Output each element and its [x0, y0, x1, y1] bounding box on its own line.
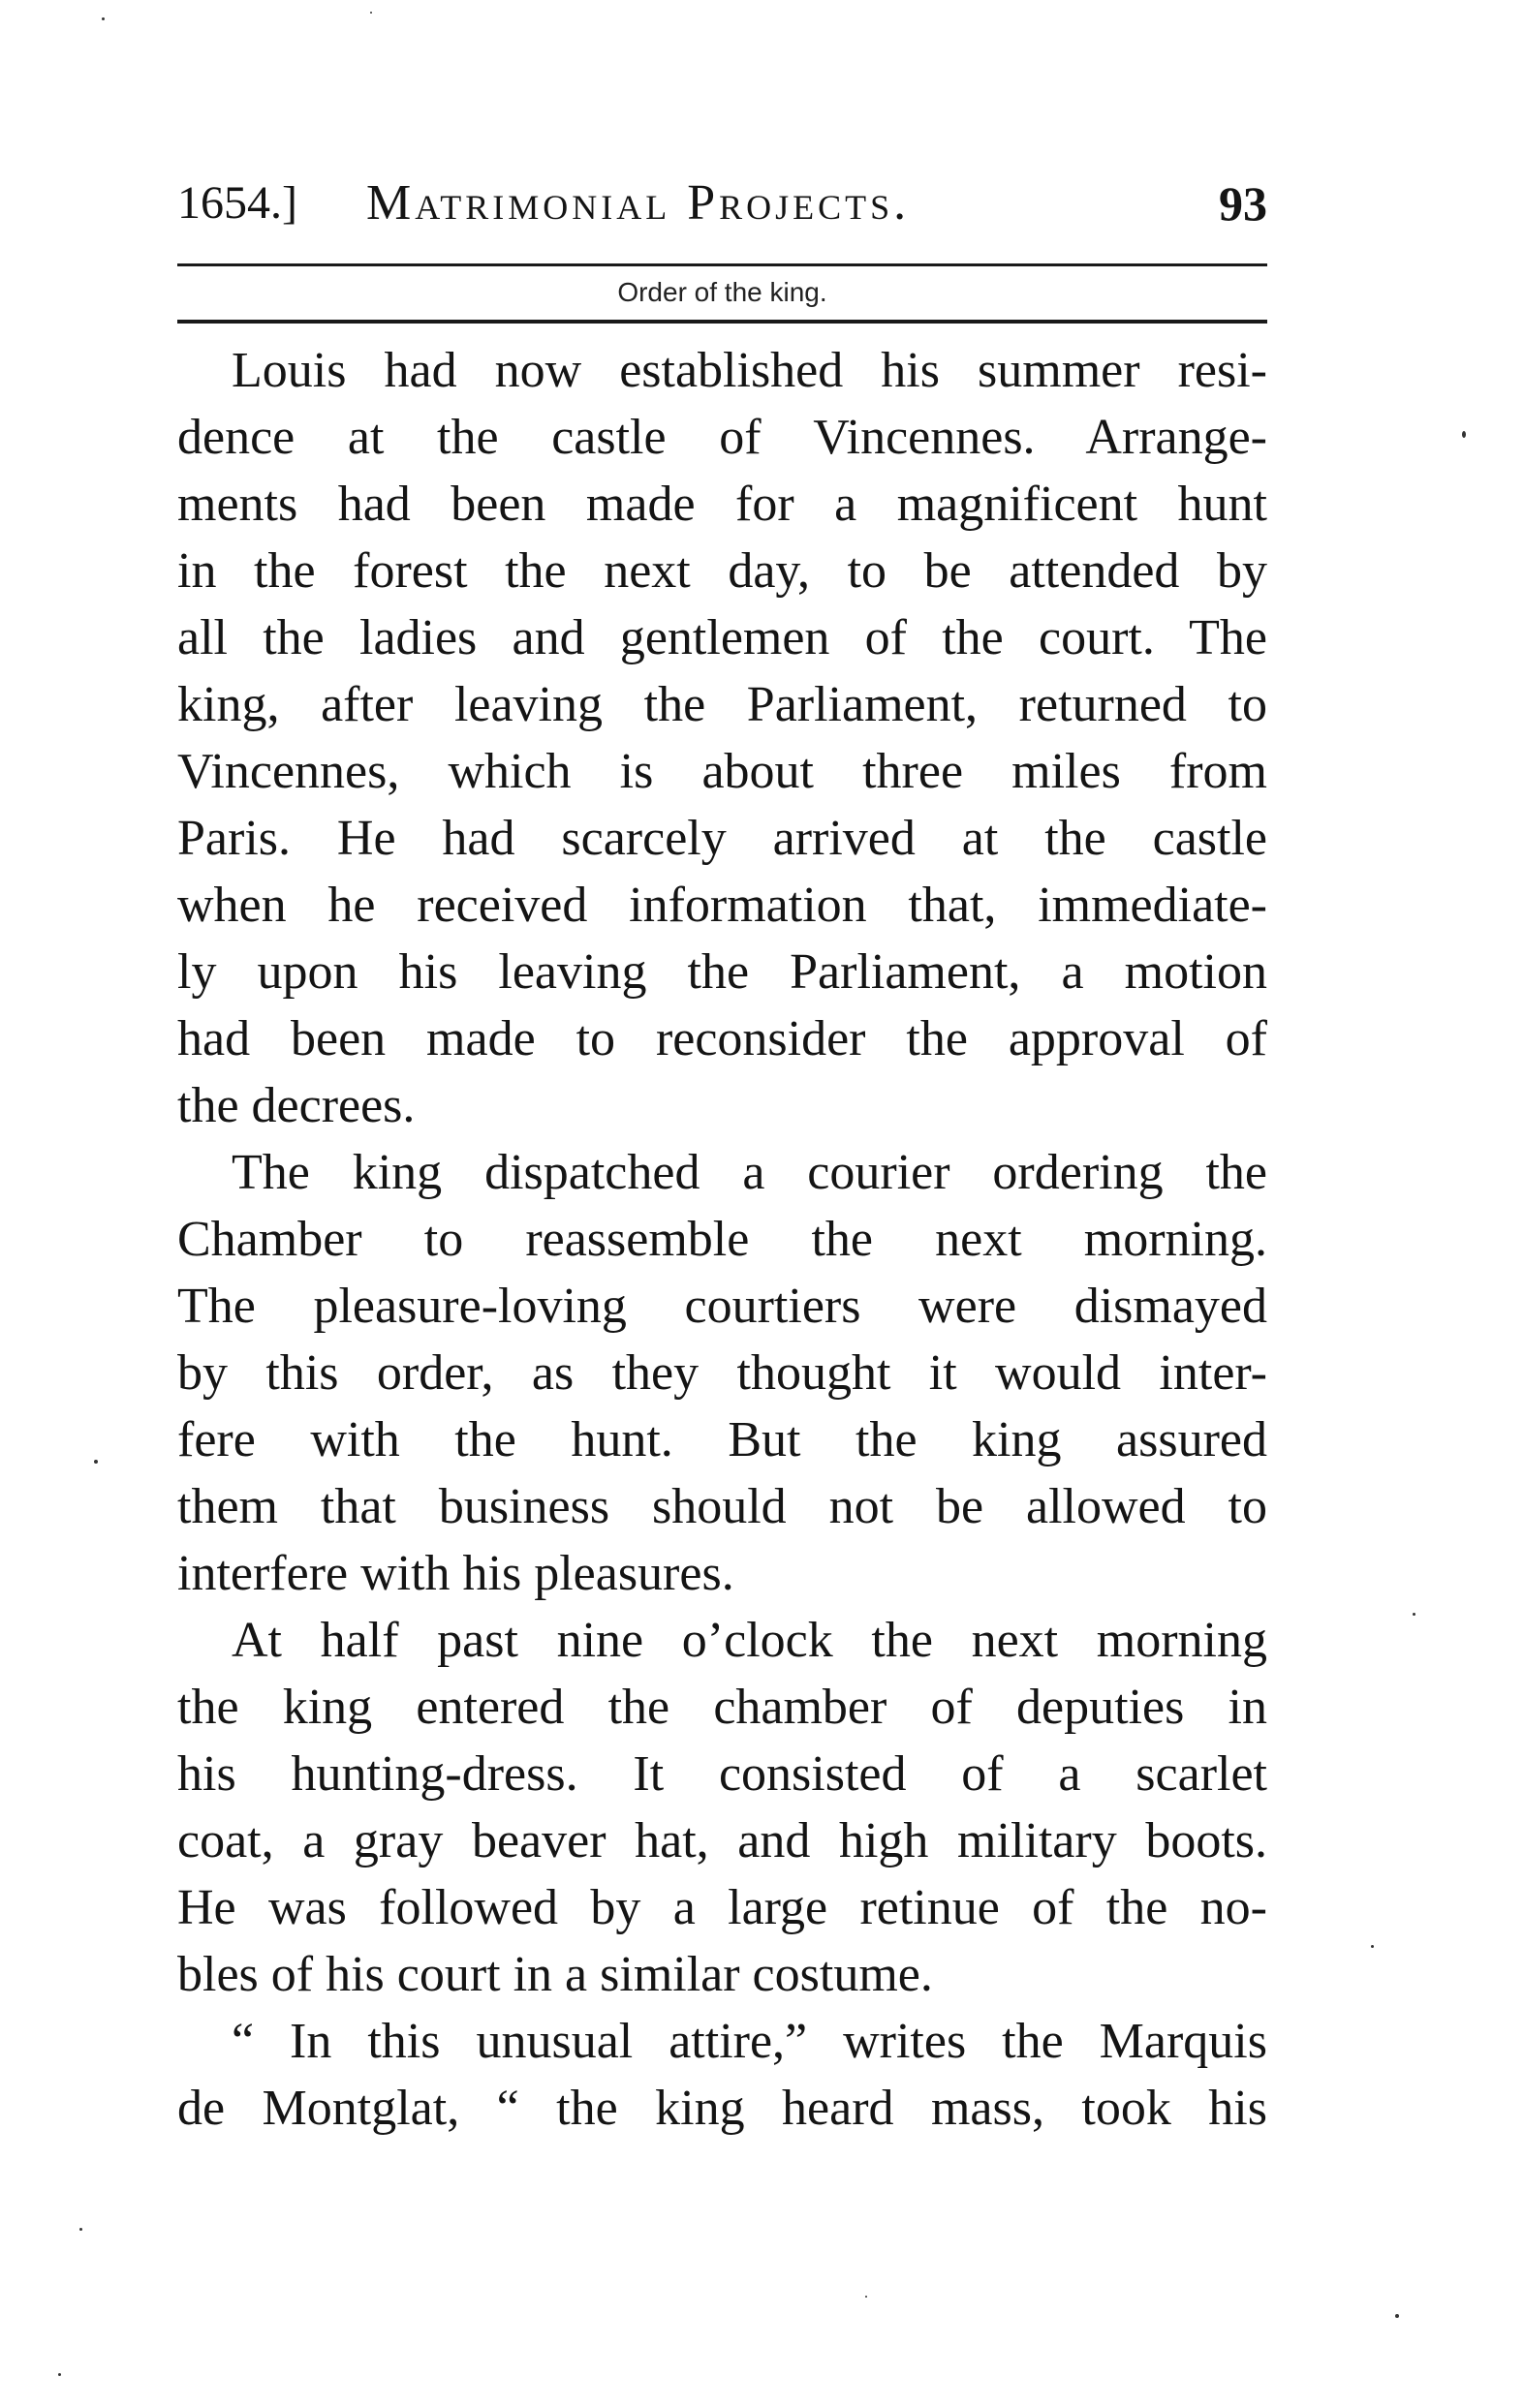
text-line: when he received information that, immediate- — [177, 878, 1267, 933]
speck — [1371, 1945, 1374, 1948]
text-line: Vincennes, which is about three miles from — [177, 744, 1267, 799]
text-line: “ In this unusual attire,” writes the Marquis — [232, 2014, 1267, 2069]
text-line: the decrees. — [177, 1078, 416, 1133]
text-line: de Montglat, “ the king heard mass, took his — [177, 2081, 1267, 2136]
text-line: The pleasure-loving courtiers were dismayed — [177, 1279, 1267, 1334]
text-line: had been made to reconsider the approval of — [177, 1011, 1267, 1066]
text-line: He was followed by a large retinue of the no- — [177, 1880, 1267, 1935]
text-line: his hunting-dress. It consisted of a scarlet — [177, 1746, 1267, 1802]
text-line: all the ladies and gentlemen of the court. The — [177, 610, 1267, 665]
text-line: them that business should not be allowed to — [177, 1479, 1267, 1534]
running-header — [177, 165, 1267, 242]
speck — [1462, 431, 1466, 438]
body-text — [177, 337, 1267, 2142]
text-line: Louis had now established his summer resi- — [232, 343, 1267, 398]
text-line: by this order, as they thought it would inter- — [177, 1345, 1267, 1401]
speck — [1395, 2314, 1399, 2318]
text-line: The king dispatched a courier ordering the — [232, 1145, 1267, 1200]
header-title: Matrimonial Projects. — [366, 175, 911, 231]
text-line: ly upon his leaving the Parliament, a motion — [177, 944, 1267, 1000]
text-line: in the forest the next day, to be attended by — [177, 543, 1267, 599]
section-subhead: Order of the king. — [617, 277, 827, 307]
speck — [79, 2228, 82, 2231]
text-line: Chamber to reassemble the next morning. — [177, 1212, 1267, 1267]
header-rule-top — [177, 263, 1267, 266]
text-line: king, after leaving the Parliament, returned to — [177, 677, 1267, 732]
text-line: fere with the hunt. But the king assured — [177, 1412, 1267, 1467]
text-line: the king entered the chamber of deputies in — [177, 1680, 1267, 1735]
text-line: coat, a gray beaver hat, and high military boots. — [177, 1813, 1267, 1868]
text-line: At half past nine o’clock the next morning — [232, 1613, 1267, 1668]
speck — [865, 2296, 867, 2298]
text-line: dence at the castle of Vincennes. Arrange- — [177, 410, 1267, 465]
page-number: 93 — [1219, 176, 1267, 231]
header-rule-bottom — [177, 320, 1267, 324]
text-line: bles of his court in a similar costume. — [177, 1947, 933, 2002]
text-line: interfere with his pleasures. — [177, 1546, 734, 1601]
text-line: ments had been made for a magnificent hunt — [177, 477, 1267, 532]
speck — [1413, 1613, 1415, 1616]
speck — [370, 12, 372, 14]
speck — [58, 2373, 61, 2376]
speck — [102, 17, 105, 20]
text-line: Paris. He had scarcely arrived at the castle — [177, 811, 1267, 866]
header-year: 1654.] — [177, 177, 297, 229]
speck — [94, 1460, 98, 1464]
